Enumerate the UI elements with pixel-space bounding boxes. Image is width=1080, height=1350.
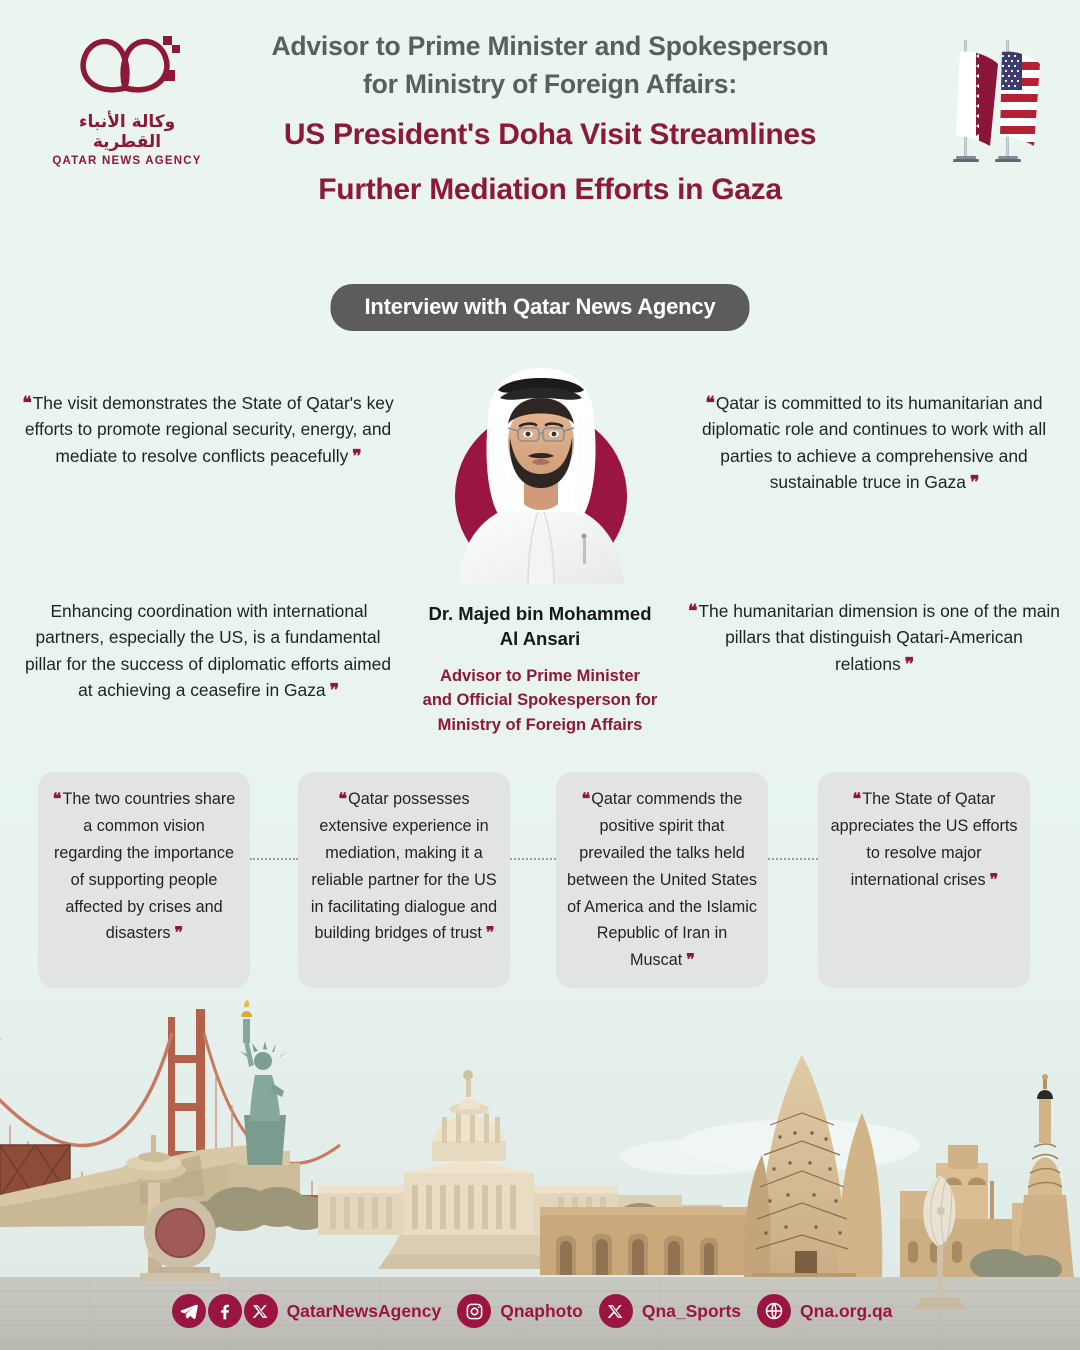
flags-group-icon	[940, 28, 1050, 173]
qna-logo	[42, 26, 212, 167]
quote-card	[298, 772, 510, 988]
person-role-line-3: Ministry of Foreign Affairs	[437, 715, 643, 734]
social-handle[interactable]: QatarNewsAgency	[286, 1300, 442, 1321]
quote-text: The two countries share a common vision regarding the importance of supporting people affected by crises and disasters	[54, 790, 236, 943]
person-role-line-1: Advisor to Prime Minister	[440, 667, 640, 685]
quote-text: The humanitarian dimension is one of the main pillars that distinguish Qatari-American relations	[698, 601, 1060, 674]
quote-close-mark: ❞	[485, 924, 494, 943]
logo-english-name: QATAR NEWS AGENCY	[52, 155, 202, 167]
x-icon[interactable]	[244, 1294, 278, 1328]
quote-text: Qatar possesses extensive experience in mediation, making it a reliable partner for the US in facilitating dialogue and building bridges of trust	[310, 790, 498, 943]
quote-close-mark: ❞	[352, 445, 361, 466]
quote-top-right	[688, 390, 1060, 496]
quote-cards-row	[0, 772, 1080, 994]
x-icon[interactable]	[599, 1294, 633, 1328]
header	[0, 0, 1080, 250]
headline-line-1: US President's Doha Visit Streamlines	[283, 118, 817, 152]
quote-top-left	[22, 390, 394, 469]
avatar	[440, 362, 642, 584]
card-connector-dots	[250, 858, 298, 860]
interview-banner: Interview with Qatar News Agency	[330, 284, 749, 331]
card-connector-dots	[510, 858, 556, 860]
quote-close-mark: ❞	[989, 870, 998, 889]
quote-open-mark: ❝	[338, 790, 347, 808]
social-account-website[interactable]	[757, 1294, 908, 1328]
social-handle[interactable]: Qnaphoto	[500, 1300, 583, 1321]
person-name-line-1: Dr. Majed bin Mohammed	[428, 603, 652, 624]
headline-block	[200, 28, 900, 212]
qatar-flag-icon	[950, 40, 1009, 162]
quote-text: Enhancing coordination with international partners, especially the US, is a fundamental pillar for the success of diplomatic efforts aimed at achieving a ceasefire in Gaza	[24, 601, 391, 701]
quote-card	[556, 772, 768, 988]
quote-open-mark: ❝	[581, 790, 590, 808]
quote-middle-left	[22, 598, 394, 704]
qna-butterfly-logo-icon	[67, 26, 187, 108]
facebook-icon[interactable]	[208, 1294, 242, 1328]
quote-close-mark: ❞	[174, 924, 183, 943]
kicker-line-1: Advisor to Prime Minister and Spokesperson	[271, 31, 829, 61]
social-account-qnaphoto[interactable]	[457, 1294, 599, 1328]
usa-flag-icon	[995, 40, 1046, 162]
quote-open-mark: ❝	[852, 790, 861, 808]
quote-card	[818, 772, 1030, 988]
social-handle[interactable]: Qna_Sports	[641, 1300, 742, 1321]
person-role-line-2: and Official Spokesperson for	[422, 691, 658, 710]
social-account-qatarnewsagency[interactable]	[172, 1294, 458, 1328]
social-handle[interactable]: Qna.org.qa	[800, 1300, 893, 1321]
quote-text: Qatar is committed to its humanitarian and diplomatic role and continues to work with all parties to achieve a comprehensive and sustainable truce in Gaza	[701, 393, 1047, 493]
logo-arabic-name: وكالة الأنباء القطرية	[78, 112, 176, 152]
social-account-qnasports[interactable]	[599, 1294, 757, 1328]
katara-amphitheatre-icon	[540, 1207, 750, 1275]
quote-open-mark: ❝	[52, 790, 61, 808]
instagram-icon[interactable]	[457, 1294, 491, 1328]
person-name	[380, 602, 700, 652]
quote-close-mark: ❞	[969, 472, 979, 493]
quote-open-mark: ❝	[688, 601, 697, 621]
quote-close-mark: ❞	[686, 951, 694, 970]
quote-open-mark: ❝	[705, 393, 714, 413]
quote-middle-right	[688, 598, 1060, 677]
telegram-icon[interactable]	[172, 1294, 206, 1328]
card-connector-dots	[768, 858, 818, 860]
person-name-line-2: Al Ansari	[499, 627, 581, 649]
quote-text: The visit demonstrates the State of Qatar's key efforts to promote regional security, energy, and mediate to resolve conflicts peacefully	[24, 393, 394, 466]
social-footer	[0, 1294, 1080, 1328]
globe-icon[interactable]	[757, 1294, 791, 1328]
quote-text: The State of Qatar appreciates the US efforts to resolve major international crises	[830, 790, 1018, 889]
quote-open-mark: ❝	[22, 393, 31, 413]
quote-close-mark: ❞	[904, 653, 914, 674]
quote-close-mark: ❞	[329, 680, 338, 701]
headline-line-2: Further Mediation Efforts in Gaza	[318, 172, 782, 206]
person-role	[372, 664, 708, 737]
quote-text: Qatar commends the positive spirit that prevailed the talks held between the United States of America and the Islamic Republic of Iran in Muscat	[567, 790, 757, 970]
quote-card	[38, 772, 250, 988]
kicker-line-2: for Ministry of Foreign Affairs:	[363, 68, 737, 99]
